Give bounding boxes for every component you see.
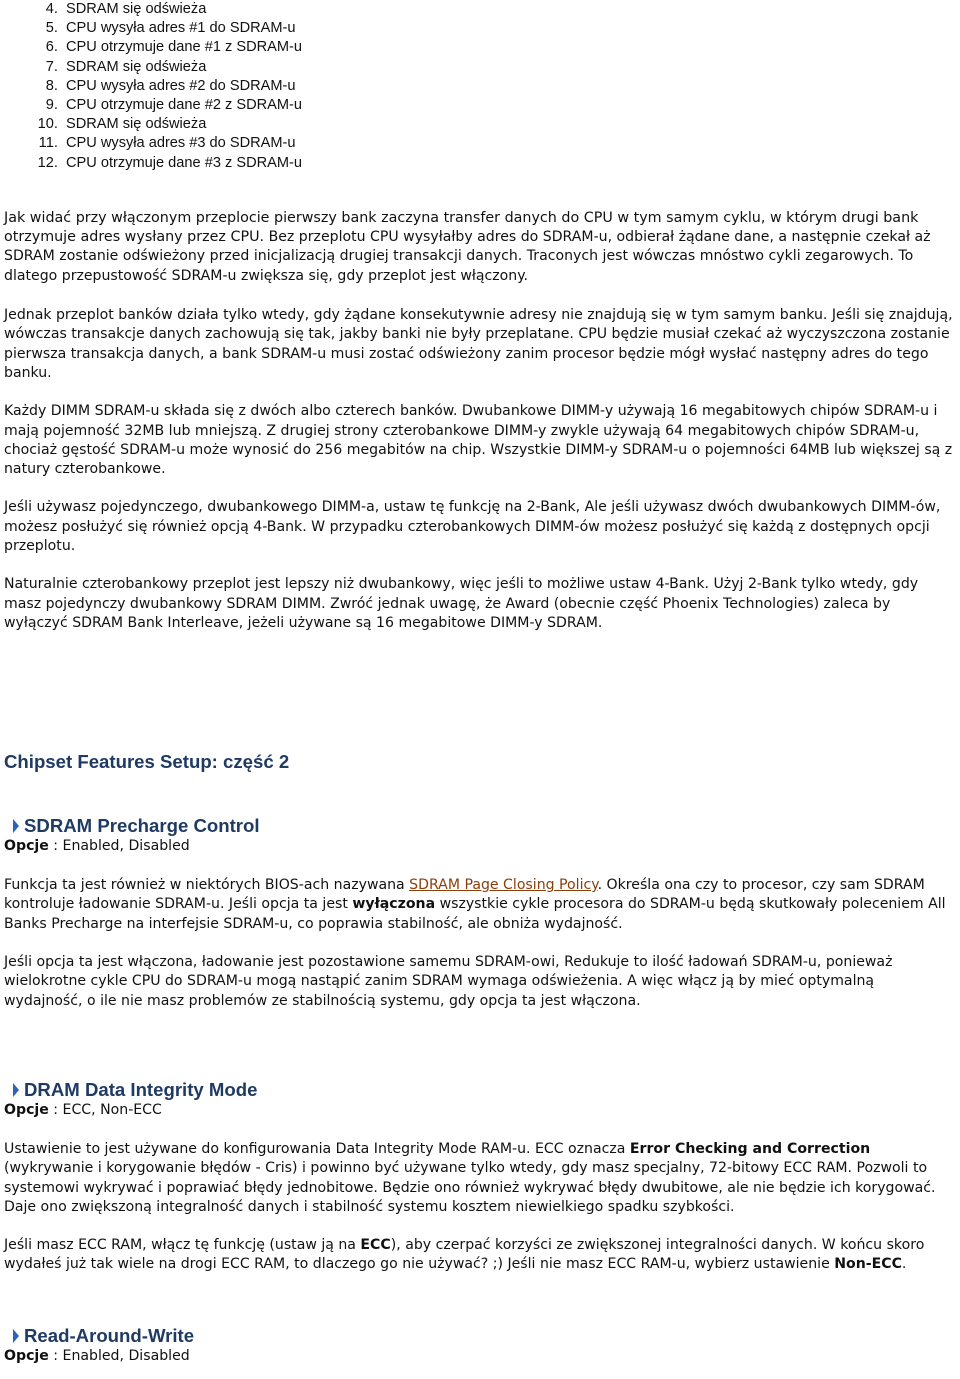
- options-line: [4, 1347, 956, 1366]
- list-item: [4, 77, 956, 96]
- options-line: [4, 837, 956, 856]
- options-label: Opcje: [4, 1101, 49, 1118]
- section-heading-dram-data-integrity: [4, 1079, 956, 1101]
- intro-paragraph-5: Naturalnie czterobankowy przeplot jest lepszy niż dwubankowy, więc jeśli to możliwe ustaw 4-Bank. Użyj 2-Bank tylko wtedy, gdy masz pojedynczy dwubankowy SDRAM DIMM. Zwróć jednak uwagę, że Award (obecnie część Phoenix Technologies) zaleca by wyłączyć SDRAM Bank Interleave, jeżeli używane są 16 megabitowe DIMM-y SDRAM.: [4, 576, 919, 631]
- list-item: [4, 96, 956, 115]
- sec1-paragraph-1: [4, 876, 956, 934]
- list-item: [4, 58, 956, 77]
- list-item-number: 11 .: [4, 134, 66, 153]
- intro-paragraph-1-part-a: Jak widać przy włączonym przeplocie pierwszy bank zaczyna transfer danych do CPU w tym samym cyklu, w którym drugi bank otrzymuje adres wysłany przez CPU.: [4, 209, 919, 246]
- sec2-paragraph-2: [4, 1236, 956, 1275]
- options-values: Enabled, Disabled: [62, 838, 190, 855]
- list-item-number: 8 .: [4, 77, 66, 96]
- intro-paragraph-1: [4, 209, 956, 286]
- bold-text: ECC: [360, 1237, 391, 1254]
- options-separator: :: [48, 1347, 63, 1364]
- options-values: ECC, Non-ECC: [62, 1101, 162, 1118]
- triangle-right-icon: [4, 818, 24, 834]
- list-item-number: 9 .: [4, 96, 66, 115]
- options-line: [4, 1101, 956, 1120]
- list-item: [4, 0, 956, 19]
- list-item: [4, 134, 956, 153]
- list-item: [4, 38, 956, 57]
- options-separator: :: [48, 1101, 63, 1118]
- document-page: [4, 0, 956, 1366]
- section-heading-read-around-write: [4, 1325, 956, 1347]
- list-item-number: 12 .: [4, 154, 66, 173]
- bold-text: wyłączona: [352, 896, 436, 913]
- intro-paragraph-1-part-b: Bez przeplotu CPU wysyłałby adres do SDRAM-u, odbierał żądane dane, a następnie czekał aż SDRAM zostanie odświeżony przed inicjalizacją drugiej transakcji danych. Traconych jest wówczas mnóstwo cykli zegarowych. To dlatego przepustowość SDRAM-u zwiększa się, gdy przeplot jest włączony.: [4, 229, 931, 284]
- list-item-text: SDRAM się odświeża: [66, 1, 207, 17]
- list-item-text: CPU wysyła adres #1 do SDRAM-u: [66, 20, 296, 37]
- sec1-paragraph-2: Jeśli opcja ta jest włączona, ładowanie jest pozostawione samemu SDRAM-owi, Redukuje to ilość ładowań SDRAM-u, ponieważ wielokrotne cykle CPU do SDRAM-u mogą nastąpić zanim SDRAM wymaga odświeżenia. A więc włącz ją by mieć optymalną wydajność, o ile nie masz problemów ze stabilnością systemu, gdy opcja ta jest włączona.: [4, 954, 893, 1009]
- list-item-number: 5 .: [4, 19, 66, 38]
- text-run: Jeśli masz ECC RAM, włącz tę funkcję (ustaw ją na: [4, 1237, 361, 1254]
- options-separator: :: [48, 838, 63, 855]
- intro-paragraph-4: Jeśli używasz pojedynczego, dwubankowego DIMM-a, ustaw tę funkcję na 2-Bank, Ale jeśli używasz dwóch dwubankowych DIMM-ów, możesz posłużyć się również opcją 4-Bank. W przypadku czterobankowych DIMM-ów możesz posłużyć się każdą z dostępnych opcji przeplotu.: [4, 499, 941, 554]
- steps-list: [4, 0, 956, 173]
- list-item-text: CPU otrzymuje dane #1 z SDRAM-u: [66, 39, 303, 56]
- options-values: Enabled, Disabled: [62, 1347, 190, 1364]
- triangle-right-icon: [4, 1328, 24, 1344]
- section-heading-sdram-precharge: [4, 815, 956, 837]
- sdram-page-closing-policy-link[interactable]: SDRAM Page Closing Policy: [409, 877, 598, 894]
- intro-paragraph-2: Jednak przeplot banków działa tylko wtedy, gdy żądane konsekutywnie adresy nie znajdują się w tym samym banku. Jeśli się znajdują, wówczas transakcje danych zachowują się tak, jakby banki nie były przeplatane. CPU będzie musiał czekać aż wyczyszczona zostanie pierwsza transakcja danych, a bank SDRAM-u musi zostać odświeżony zanim procesor będzie mógł wysłać następny adres do tego banku.: [4, 307, 953, 381]
- bold-text: Error Checking and Correction: [629, 1140, 871, 1157]
- sec2-paragraph-1: [4, 1140, 956, 1217]
- triangle-right-icon: [4, 1082, 24, 1098]
- list-item-text: SDRAM się odświeża: [66, 116, 207, 133]
- list-item-number: 10 .: [4, 115, 66, 134]
- list-item-number: 4 .: [4, 0, 66, 19]
- text-run: . Określa ona czy to procesor, czy sam SDRAM kontroluje ładowanie SDRAM-u. Jeśli opcja ta jest: [4, 877, 925, 913]
- section-title: SDRAM Precharge Control: [24, 815, 260, 837]
- list-item-number: 7 .: [4, 58, 66, 77]
- chapter-title: Chipset Features Setup: część 2: [4, 751, 290, 773]
- text-run: .: [901, 1256, 907, 1273]
- list-item-text: SDRAM się odświeża: [66, 58, 207, 75]
- options-label: Opcje: [4, 1347, 49, 1364]
- bold-text: Non-ECC: [834, 1256, 902, 1273]
- text-run: ), aby czerpać korzyści ze zwiększonej integralności danych. W końcu skoro wydałeś już tak wiele na drogi ECC RAM, to dlaczego go nie używać? ;) Jeśli nie masz ECC RAM-u, wybierz ustawienie: [4, 1237, 925, 1273]
- text-run: (wykrywanie i korygowanie błędów - Cris) i powinno być używane tylko wtedy, gdy masz specjalny, 72-bitowy ECC RAM. Pozwoli to systemowi wykrywać i poprawiać błędy jednobitowe. Będzie ono również wykrywać błędy dwubitowe, ale nie będzie ich korygować. Daje ono zwiększoną integralność danych i stabilność systemu kosztem niewielkiego spadku szybkości.: [4, 1160, 936, 1215]
- text-run: Ustawienie to jest używane do konfigurowania Data Integrity Mode RAM-u. ECC oznacza: [4, 1140, 630, 1157]
- text-run: wszystkie cykle procesora do SDRAM-u będą skutkowały poleceniem All Banks Precharge na interfejsie SDRAM-u, co poprawia stabilność, ale obniża wydajność.: [4, 896, 946, 932]
- list-item: [4, 115, 956, 134]
- list-item-number: 6 .: [4, 38, 66, 57]
- list-item-text: CPU wysyła adres #3 do SDRAM-u: [66, 135, 296, 152]
- text-run: Funkcja ta jest również w niektórych BIOS-ach nazywana: [4, 877, 410, 894]
- list-item-text: CPU otrzymuje dane #3 z SDRAM-u: [66, 154, 303, 171]
- list-item-text: CPU wysyła adres #2 do SDRAM-u: [66, 77, 296, 94]
- section-title: Read-Around-Write: [24, 1324, 195, 1346]
- intro-paragraph-3: Każdy DIMM SDRAM-u składa się z dwóch albo czterech banków. Dwubankowe DIMM-y używają 16 megabitowych chipów SDRAM-u i mają pojemność 32MB lub mniejszą. Z drugiej strony czterobankowe DIMM-y zwykle używają 64 megabitowych chipów SDRAM-u, chociaż gęstość SDRAM-u może wynosić do 256 megabitów na chip. Wszystkie DIMM-y SDRAM-u o pojemności 64MB lub większej są z natury czterobankowe.: [4, 403, 953, 478]
- list-item-text: CPU otrzymuje dane #2 z SDRAM-u: [66, 97, 303, 114]
- list-item: [4, 19, 956, 38]
- options-label: Opcje: [4, 838, 49, 855]
- section-title: DRAM Data Integrity Mode: [24, 1078, 258, 1100]
- list-item: [4, 154, 956, 173]
